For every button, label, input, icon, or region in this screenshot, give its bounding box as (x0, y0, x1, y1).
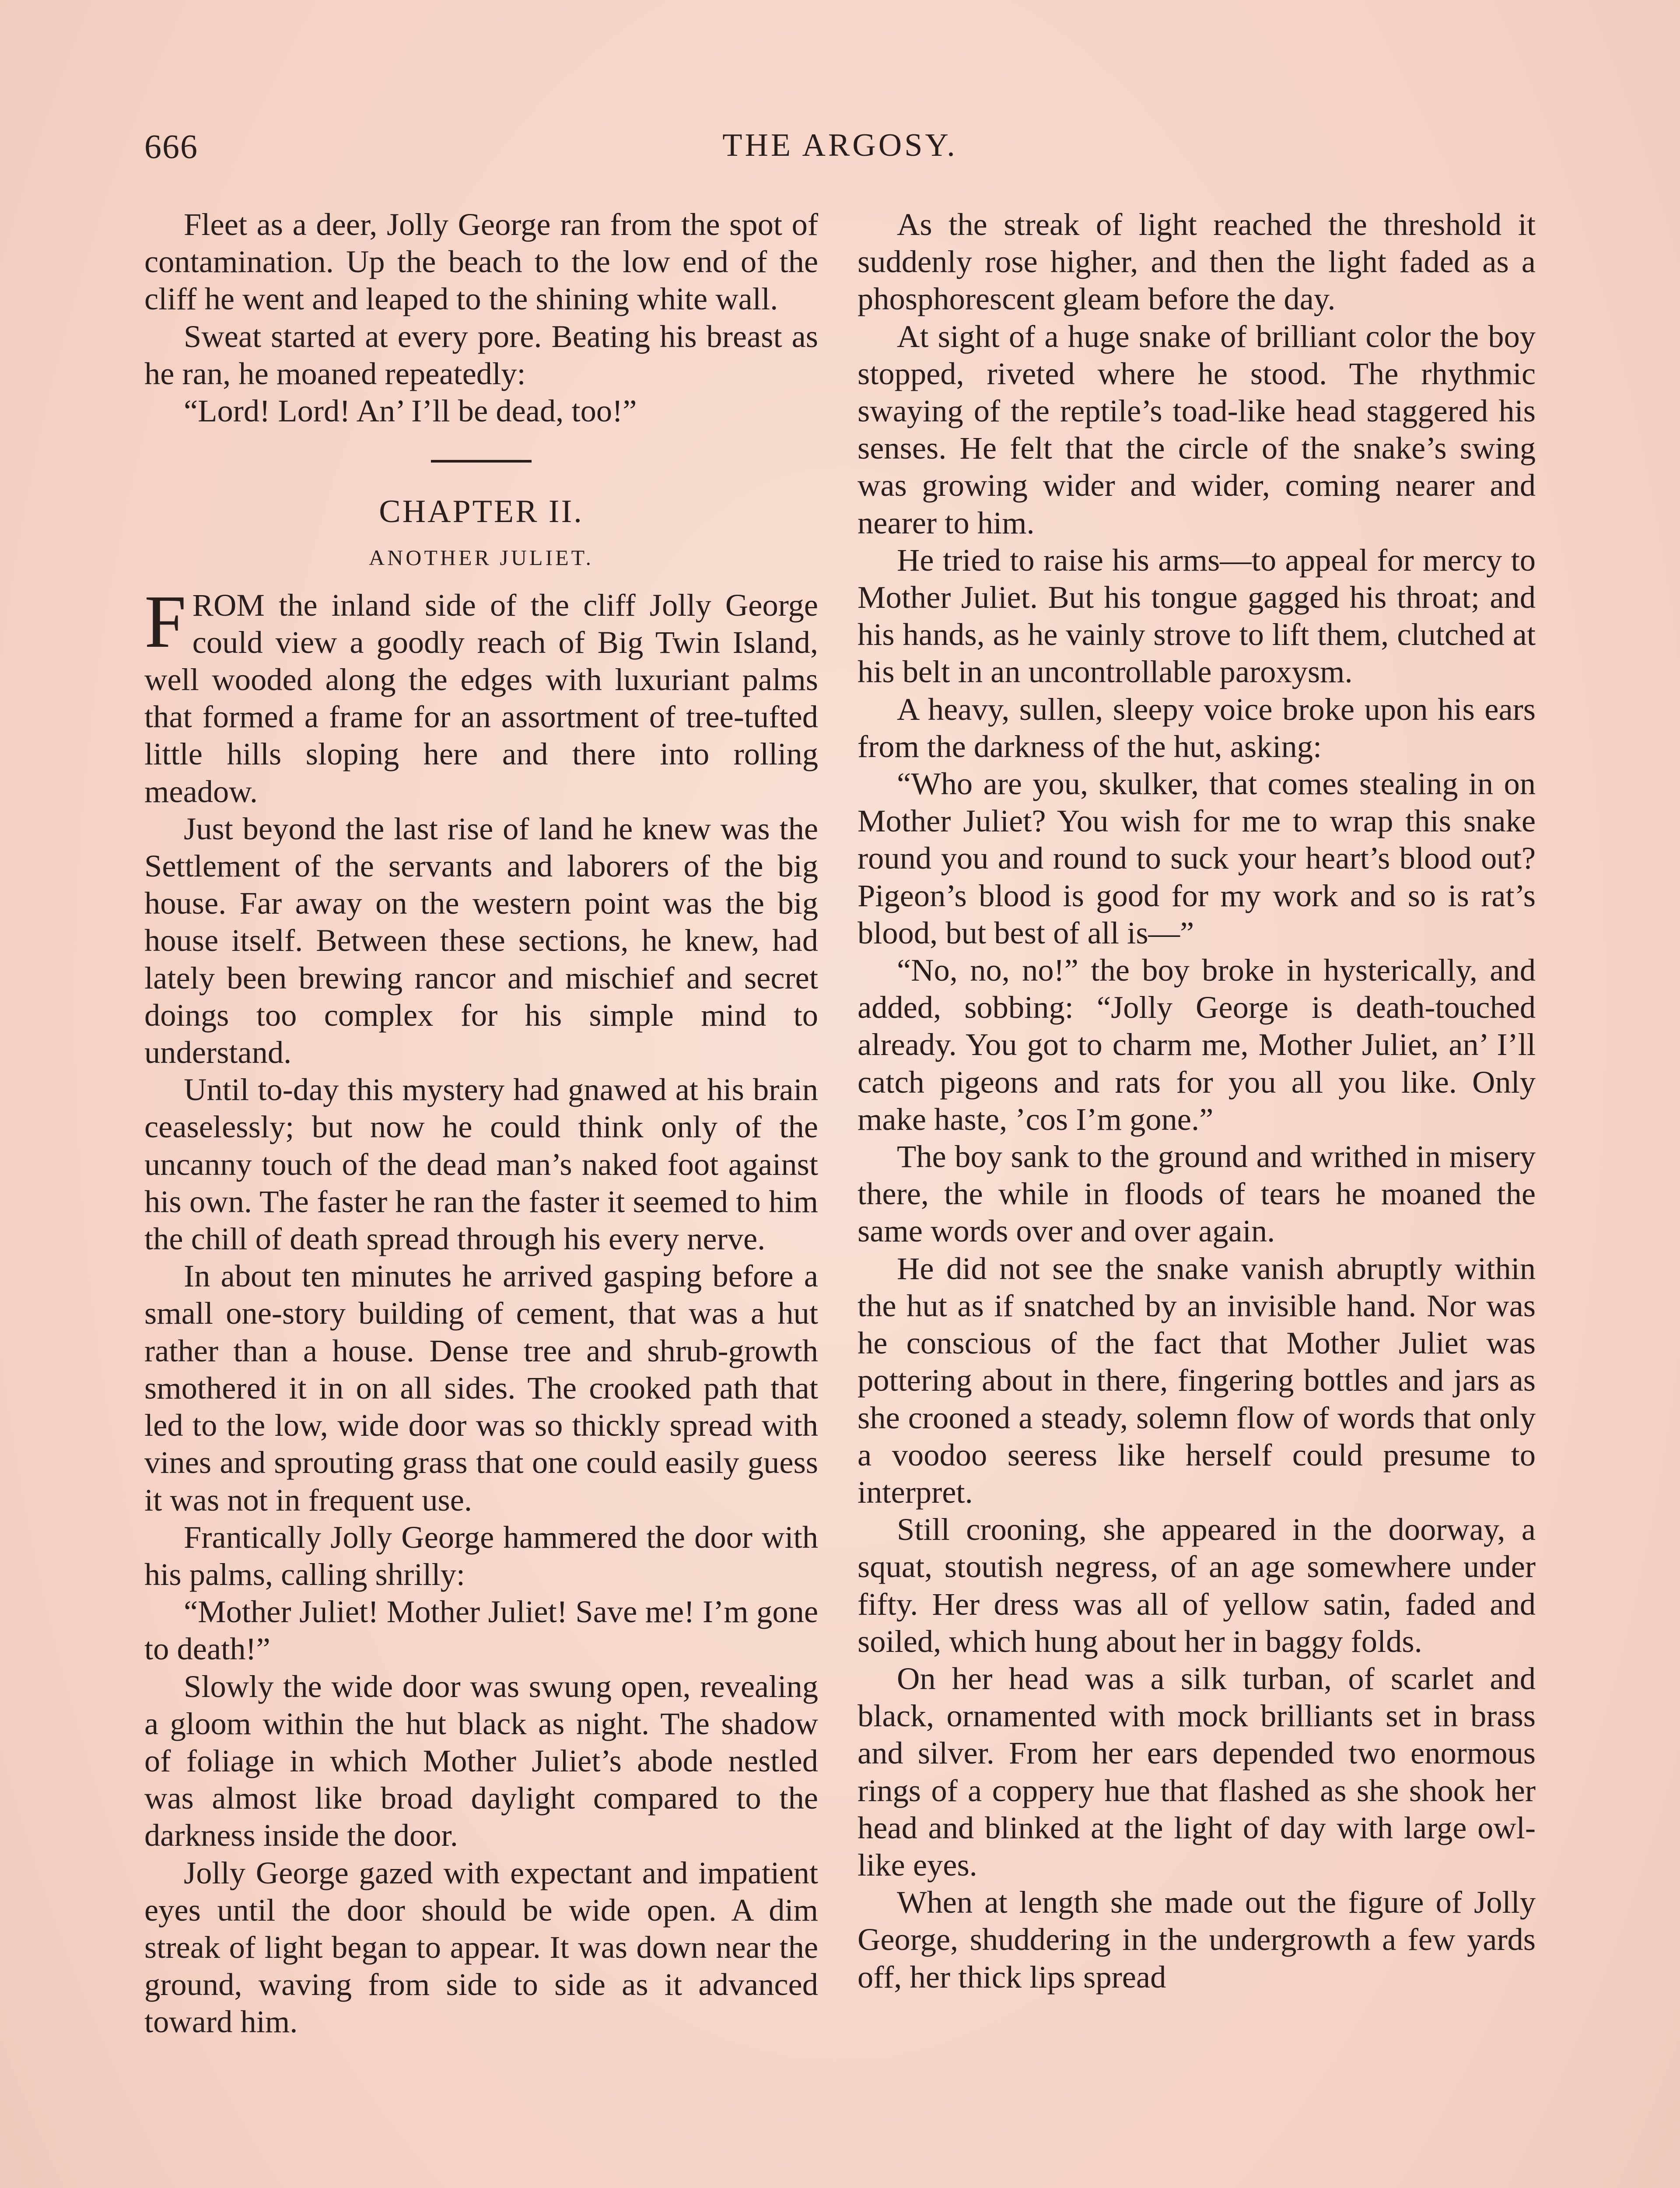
paragraph: He tried to raise his arms—to appeal for mercy to Mother Juliet. But his tongue gagged his throat; and his hands, as he vainly strove to lift them, clutched at his belt in an uncontrollable paroxysm. (858, 542, 1536, 690)
running-title: THE ARGOSY. (722, 127, 958, 163)
paragraph: Fleet as a deer, Jolly George ran from the spot of contamination. Up the beach to the low end of the cliff he went and leaped to the shining white wall. (144, 207, 818, 317)
paragraph: As the streak of light reached the threshold it suddenly rose higher, and then the light faded as a phosphorescent gleam before the day. (858, 207, 1536, 317)
chapter-subtitle: ANOTHER JULIET. (369, 545, 594, 570)
paragraph: “No, no, no!” the boy broke in hysterically, and added, sobbing: “Jolly George is death-touched already. You got to charm me, Mother Juliet, an’ I’ll catch pigeons and rats for you all you like. Only make haste, ’cos I’m gone.” (858, 952, 1536, 1137)
chapter-title: CHAPTER II. (379, 494, 584, 530)
right-column (858, 206, 1536, 1995)
paragraph: “Lord! Lord! An’ I’ll be dead, too!” (184, 393, 637, 429)
paragraph: Jolly George gazed with expectant and impatient eyes until the door should be wide open. A dim streak of light began to appear. It was down near the ground, waving from side to side as it advanced toward him. (144, 1855, 818, 2040)
paragraph: Just beyond the last rise of land he knew was the Settlement of the servants and laborers of the big house. Far away on the western point was the big house itself. Between these sections, he knew, had lately been brewing rancor and mischief and secret doings too complex for his simple mind to understand. (144, 810, 818, 1070)
paragraph: A heavy, sullen, sleepy voice broke upon his ears from the darkness of the hut, asking: (858, 691, 1536, 764)
running-head (144, 127, 1536, 179)
left-column (144, 206, 818, 2041)
paragraph: He did not see the snake vanish abruptly within the hut as if snatched by an invisible hand. Nor was he conscious of the fact that Mother Juliet was pottering about in there, fingering bottles and jars as she crooned a steady, solemn flow of words that only a voodoo seeress like herself could presume to interpret. (858, 1250, 1536, 1510)
paragraph: Until to-day this mystery had gnawed at his brain ceaselessly; but now he could think only of the uncanny touch of the dead man’s naked foot against his own. The faster he ran the faster it seemed to him the chill of death spread through his every nerve. (144, 1072, 818, 1257)
paragraph: Slowly the wide door was swung open, revealing a gloom within the hut black as night. The shadow of foliage in which Mother Juliet’s abode nestled was almost like broad daylight compared to the darkness inside the door. (144, 1668, 818, 1853)
opening-paragraph (144, 580, 818, 810)
paragraph: Sweat started at every pore. Beating his breast as he ran, he moaned repeatedly: (144, 318, 818, 391)
paragraph: The boy sank to the ground and writhed in misery there, the while in floods of tears he moaned the same words over and over again. (858, 1139, 1536, 1249)
paragraph: Frantically Jolly George hammered the door with his palms, calling shrilly: (144, 1519, 818, 1592)
paragraph: In about ten minutes he arrived gasping before a small one-story building of cement, that was a hut rather than a house. Dense tree and shrub-growth smothered it in on all sides. The crooked path that led to the low, wide door was so thickly spread with vines and sprouting grass that one could easily guess it was not in frequent use. (144, 1258, 818, 1518)
paragraph: Still crooning, she appeared in the doorway, a squat, stoutish negress, of an age somewhere under fifty. Her dress was all of yellow satin, faded and soiled, which hung about her in baggy folds. (858, 1511, 1536, 1659)
paragraph: When at length she made out the figure of Jolly George, shuddering in the undergrowth a few yards off, her thick lips spread (858, 1884, 1536, 1995)
section-divider-rule (431, 460, 532, 463)
page-number: 666 (144, 127, 198, 165)
paragraph: At sight of a huge snake of brilliant color the boy stopped, riveted where he stood. The rhythmic swaying of the reptile’s toad-like head staggered his senses. He felt that the circle of the snake’s swing was growing wider and wider, coming nearer and nearer to him. (858, 318, 1536, 540)
paragraph: On her head was a silk turban, of scarlet and black, ornamented with mock brilliants set in brass and silver. From her ears depended two enormous rings of a coppery hue that flashed as she shook her head and blinked at the light of day with large owl-like eyes. (858, 1660, 1536, 1883)
opening-paragraph-text: ROM the inland side of the cliff Jolly George could view a goodly reach of Big Twin Island, well wooded along the edges with luxuriant palms that formed a frame for an assortment of tree-tufted little hills sloping here and there into rolling meadow. (144, 587, 818, 809)
paragraph: “Who are you, skulker, that comes stealing in on Mother Juliet? You wish for me to wrap this snake round you and round to suck your heart’s blood out? Pigeon’s blood is good for my work and so is rat’s blood, but best of all is—” (858, 766, 1536, 950)
drop-cap: F (144, 580, 186, 663)
paragraph: “Mother Juliet! Mother Juliet! Save me! I’m gone to death!” (144, 1594, 818, 1667)
